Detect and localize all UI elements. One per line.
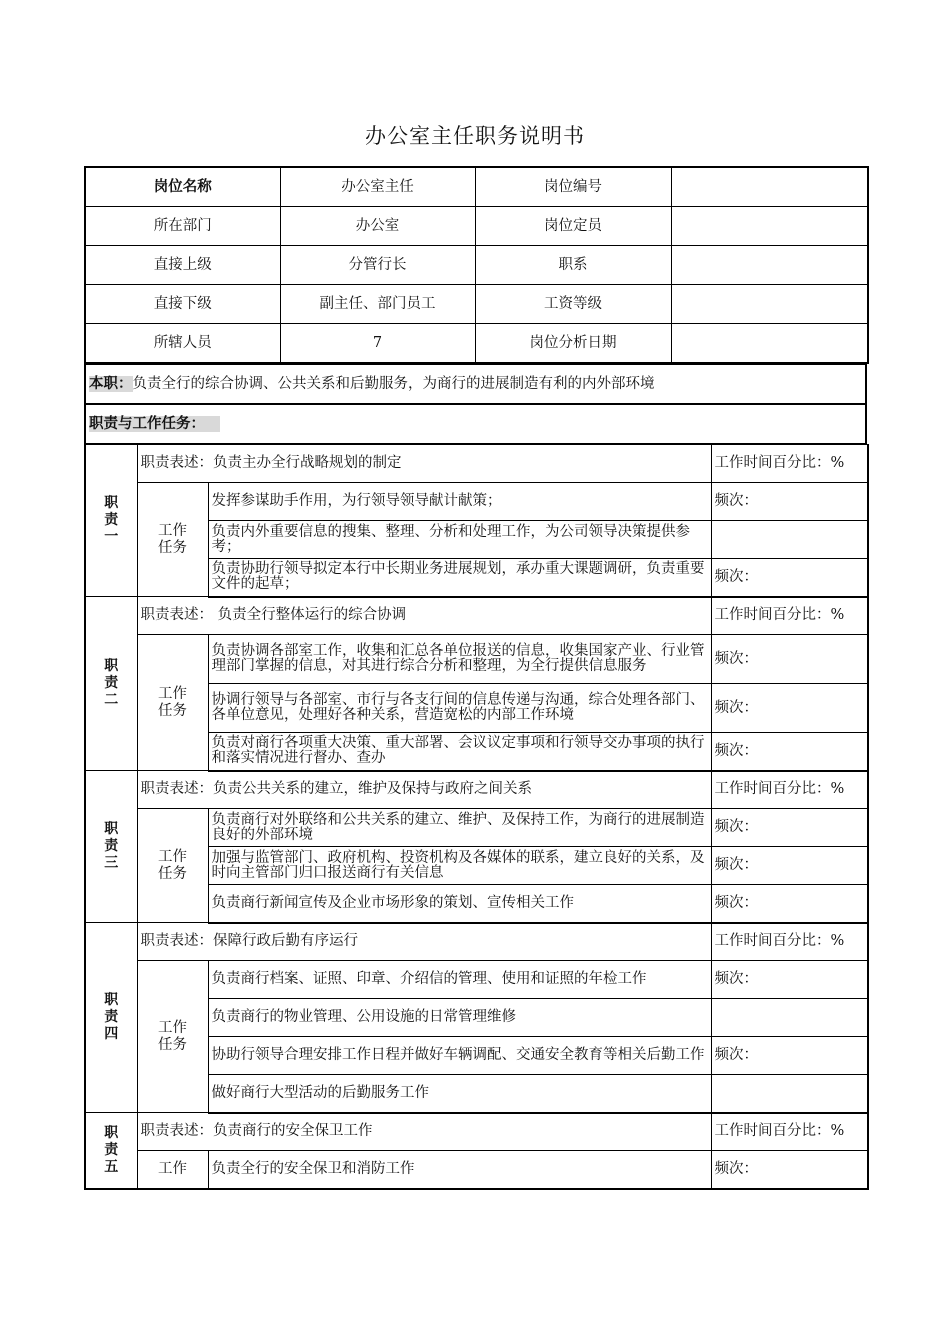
task-frequency: 频次： [711,847,868,885]
info-label: 岗位分析日期 [475,324,671,364]
task-frequency: 频次： [711,559,868,597]
info-row [85,207,868,246]
task-text: 协助行领导合理安排工作日程并做好车辆调配、交通安全教育等相关后勤工作 [208,1037,711,1075]
duties-table [84,444,869,1190]
info-value: 办公室主任 [280,167,475,207]
info-label: 所在部门 [85,207,280,246]
time-percent: 工作时间百分比：% [711,445,868,483]
info-value: 副主任、部门员工 [280,285,475,324]
info-row [85,246,868,285]
info-value: 7 [280,324,475,364]
task-row [85,1151,868,1189]
task-frequency: 频次： [711,483,868,521]
task-text: 负责商行新闻宣传及企业市场形象的策划、宣传相关工作 [208,885,711,923]
duty-name-text: 职责五 [104,1124,119,1175]
task-text: 负责商行对外联络和公共关系的建立、维护、及保持工作，为商行的进展制造良好的外部环境 [208,809,711,847]
info-row [85,285,868,324]
info-value [671,285,868,324]
task-text: 加强与监管部门、政府机构、投资机构及各媒体的联系，建立良好的关系，及时向主管部门归口报送商行有关信息 [208,847,711,885]
duties-header-cell [85,404,866,444]
info-row [85,167,868,207]
task-text: 发挥参谋助手作用，为行领导领导献计献策； [208,483,711,521]
task-frequency [711,999,868,1037]
core-duty-text: 负责全行的综合协调、公共关系和后勤服务，为商行的进展制造有利的内外部环境 [132,375,655,392]
info-value [671,167,868,207]
task-frequency: 频次： [711,635,868,684]
duty-desc-row [85,597,868,635]
duty-desc-row [85,445,868,483]
task-frequency [711,1075,868,1113]
document-title: 办公室主任职务说明书 [365,124,585,148]
task-frequency: 频次： [711,733,868,771]
task-text: 负责协助行领导拟定本行中长期业务进展规划，承办重大课题调研，负责重要文件的起草； [208,559,711,597]
info-label: 所辖人员 [85,324,280,364]
work-task-label [137,809,208,923]
duty-name-text: 职责二 [104,658,119,708]
info-label: 直接下级 [85,285,280,324]
time-percent: 工作时间百分比：% [711,1113,868,1151]
duty-desc-row [85,771,868,809]
time-percent: 工作时间百分比：% [711,597,868,635]
work-task-label: 工作 [137,1151,208,1189]
info-value [671,246,868,285]
task-text: 负责全行的安全保卫和消防工作 [208,1151,711,1189]
duty-name [85,923,137,1113]
task-row [85,961,868,999]
task-text: 负责协调各部室工作，收集和汇总各单位报送的信息，收集国家产业、行业管理部门掌握的信息，对其进行综合分析和整理，为全行提供信息服务 [208,635,711,684]
time-percent: 工作时间百分比：% [711,923,868,961]
info-row [85,324,868,364]
duty-name-text: 职责一 [104,495,119,545]
work-task-label-text: 工作任务 [158,1019,187,1053]
work-task-label-text: 工作任务 [158,685,187,719]
info-label: 岗位名称 [85,167,280,207]
task-frequency: 频次： [711,809,868,847]
task-row [85,809,868,847]
duty-desc: 职责表述：负责商行的安全保卫工作 [137,1113,711,1151]
task-frequency: 频次： [711,684,868,733]
work-task-label [137,483,208,597]
duty-name-text: 职责三 [104,821,119,871]
work-task-label [137,635,208,771]
duty-name [85,771,137,923]
info-label: 工资等级 [475,285,671,324]
info-value [671,324,868,364]
info-value: 办公室 [280,207,475,246]
task-row [85,635,868,684]
duties-header-pad [205,416,220,432]
task-row [85,483,868,521]
info-label: 直接上级 [85,246,280,285]
task-frequency: 频次： [711,1151,868,1189]
task-text: 协调行领导与各部室、市行与各支行间的信息传递与沟通，综合处理各部门、各单位意见，处理好各种关系，营造宽松的内部工作环境 [208,684,711,733]
task-frequency: 频次： [711,961,868,999]
task-text: 负责商行档案、证照、印章、介绍信的管理、使用和证照的年检工作 [208,961,711,999]
duty-desc: 职责表述：负责公共关系的建立，维护及保持与政府之间关系 [137,771,711,809]
task-frequency [711,521,868,559]
work-task-label-text: 工作任务 [158,848,187,882]
info-value [671,207,868,246]
work-task-label-text: 工作任务 [158,522,187,556]
info-label: 岗位编号 [475,167,671,207]
duty-desc-row [85,1113,868,1151]
duties-header: 职责与工作任务： [89,415,205,432]
info-label: 岗位定员 [475,207,671,246]
info-value: 分管行长 [280,246,475,285]
duty-desc: 职责表述： 负责全行整体运行的综合协调 [137,597,711,635]
duty-desc: 职责表述：保障行政后勤有序运行 [137,923,711,961]
duty-name-text: 职责四 [104,992,119,1042]
core-duty [85,365,866,405]
task-frequency: 频次： [711,1037,868,1075]
task-text: 负责内外重要信息的搜集、整理、分析和处理工作，为公司领导决策提供参考； [208,521,711,559]
duty-desc-row [85,923,868,961]
duty-name [85,445,137,597]
job-description-sheet [84,166,867,1190]
info-table [84,166,869,364]
work-task-label [137,961,208,1113]
task-text: 负责商行的物业管理、公用设施的日常管理维修 [208,999,711,1037]
task-frequency: 频次： [711,885,868,923]
core-duty-table [84,364,867,444]
task-text: 负责对商行各项重大决策、重大部署、会议议定事项和行领导交办事项的执行和落实情况进行督办、查办 [208,733,711,771]
time-percent: 工作时间百分比：% [711,771,868,809]
core-duty-label: 本职： [89,375,133,392]
info-label: 职系 [475,246,671,285]
duty-name [85,1113,137,1189]
task-text: 做好商行大型活动的后勤服务工作 [208,1075,711,1113]
duty-name [85,597,137,771]
duty-desc: 职责表述：负责主办全行战略规划的制定 [137,445,711,483]
